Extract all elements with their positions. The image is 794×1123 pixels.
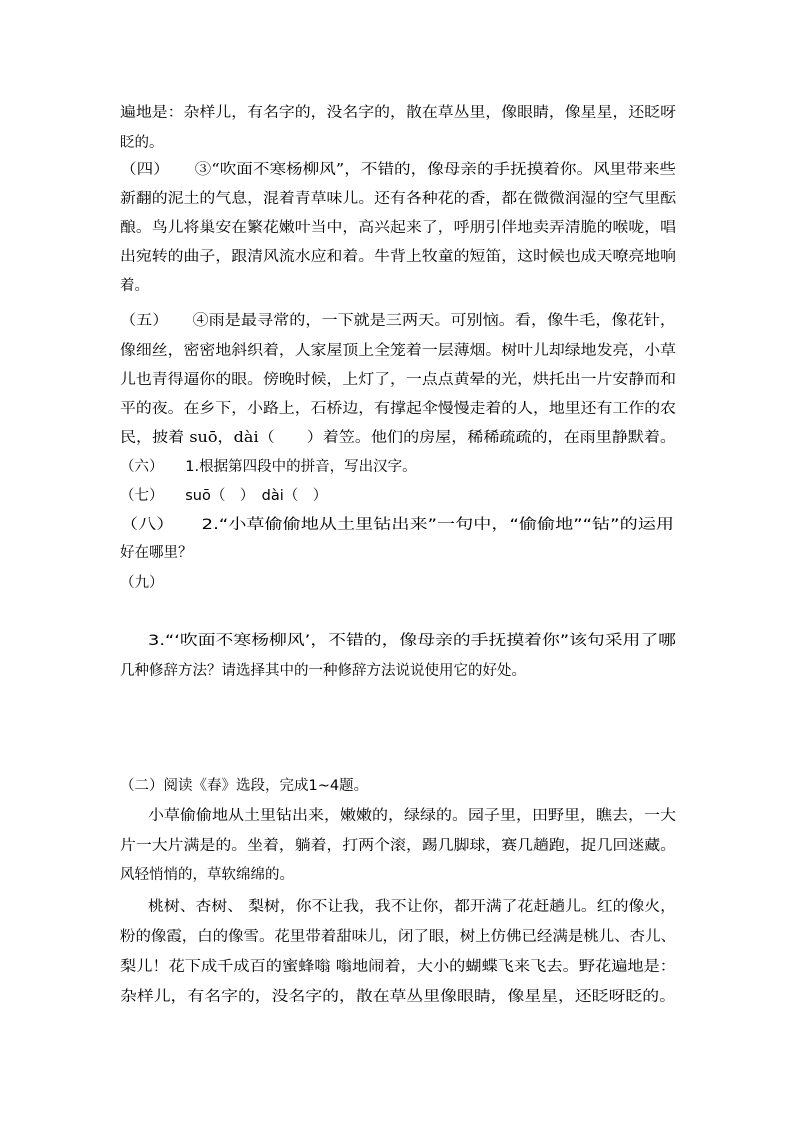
text-line-23: 桃树、杏树、 梨树，你不让我，我不让你，都开满了花赶趟儿。红的像火， (148, 899, 676, 915)
text-line-20: 小草偷偷地从土里钻出来，嫩嫩的，绿绿的。园子里，田野里，瞧去，一大 (148, 808, 676, 824)
text-line-19: （二）阅读《春》选段，完成1~4题。 (120, 778, 369, 794)
text-line-5: 出宛转的曲子，跟清风流水应和着。牛背上牧童的短笛，这时候也成天嘹亮地响 (120, 249, 676, 265)
text-line-22: 风轻悄悄的，草软绵绵的。 (120, 867, 294, 883)
text-line-24: 粉的像霞，白的像雪。花里带着甜味儿，闭了眼，树上仿佛已经满是桃儿、杏儿、 (120, 929, 676, 945)
text-line-16: （九） (120, 575, 164, 591)
text-line-10: 平的夜。在乡下，小路上，石桥边，有撑起伞慢慢走着的人，地里还有工作的农 (120, 401, 676, 417)
text-line-25: 梨儿！花下成千成百的蜜蜂嗡 嗡地闹着，大小的蝴蝶飞来飞去。野花遍地是： (120, 959, 676, 975)
text-line-18: 几种修辞方法？请选择其中的一种修辞方法说说使用它的好处。 (120, 663, 526, 679)
text-line-3: 新翻的泥土的气息，混着青草味儿。还有各种花的香，都在微微润湿的空气里酝 (120, 191, 676, 207)
text-line-26: 杂样儿，有名字的，没名字的，散在草丛里像眼睛，像星星，还眨呀眨的。 (120, 989, 676, 1005)
text-line-17: 3.“‘吹面不寒杨柳风’，不错的，像母亲的手抚摸着你”该句采用了哪 (148, 633, 676, 649)
text-line-4: 酿。鸟儿将巢安在繁花嫩叶当中，高兴起来了，呼朋引伴地卖弄清脆的喉咙，唱 (120, 220, 676, 236)
text-line-7: （五） ④雨是最寻常的，一下就是三两天。可别恼。看，像牛毛，像花针， (120, 313, 676, 329)
text-line-15: 好在哪里？ (120, 545, 193, 561)
text-line-14: （八） 2.“小草偷偷地从土里钻出来”一句中，“偷偷地”“钻”的运用 (120, 517, 674, 533)
text-line-0: 遍地是：杂样儿，有名字的，没名字的，散在草丛里，像眼睛，像星星，还眨呀 (120, 105, 676, 121)
text-line-1: 眨的。 (120, 135, 164, 151)
text-line-12: （六） 1.根据第四段中的拼音，写出汉字。 (120, 459, 417, 475)
text-line-9: 儿也青得逼你的眼。傍晚时候，上灯了，一点点黄晕的光，烘托出一片安静而和 (120, 372, 676, 388)
text-line-6: 着。 (120, 278, 149, 294)
text-line-8: 像细丝，密密地斜织着，人家屋顶上全笼着一层薄烟。树叶儿却绿地发亮，小草 (120, 343, 676, 359)
text-line-21: 片一大片满是的。坐着，躺着，打两个滚，踢几脚球，赛几趟跑，捉几回迷藏。 (120, 838, 676, 854)
text-line-13: （七） suō（ ） dài（ ） (120, 488, 328, 504)
text-line-2: （四） ③“吹面不寒杨柳风”，不错的，像母亲的手抚摸着你。风里带来些 (120, 162, 676, 178)
text-line-11: 民，披着 suō，dài（ ）着笠。他们的房屋，稀稀疏疏的，在雨里静默着。 (120, 430, 676, 446)
